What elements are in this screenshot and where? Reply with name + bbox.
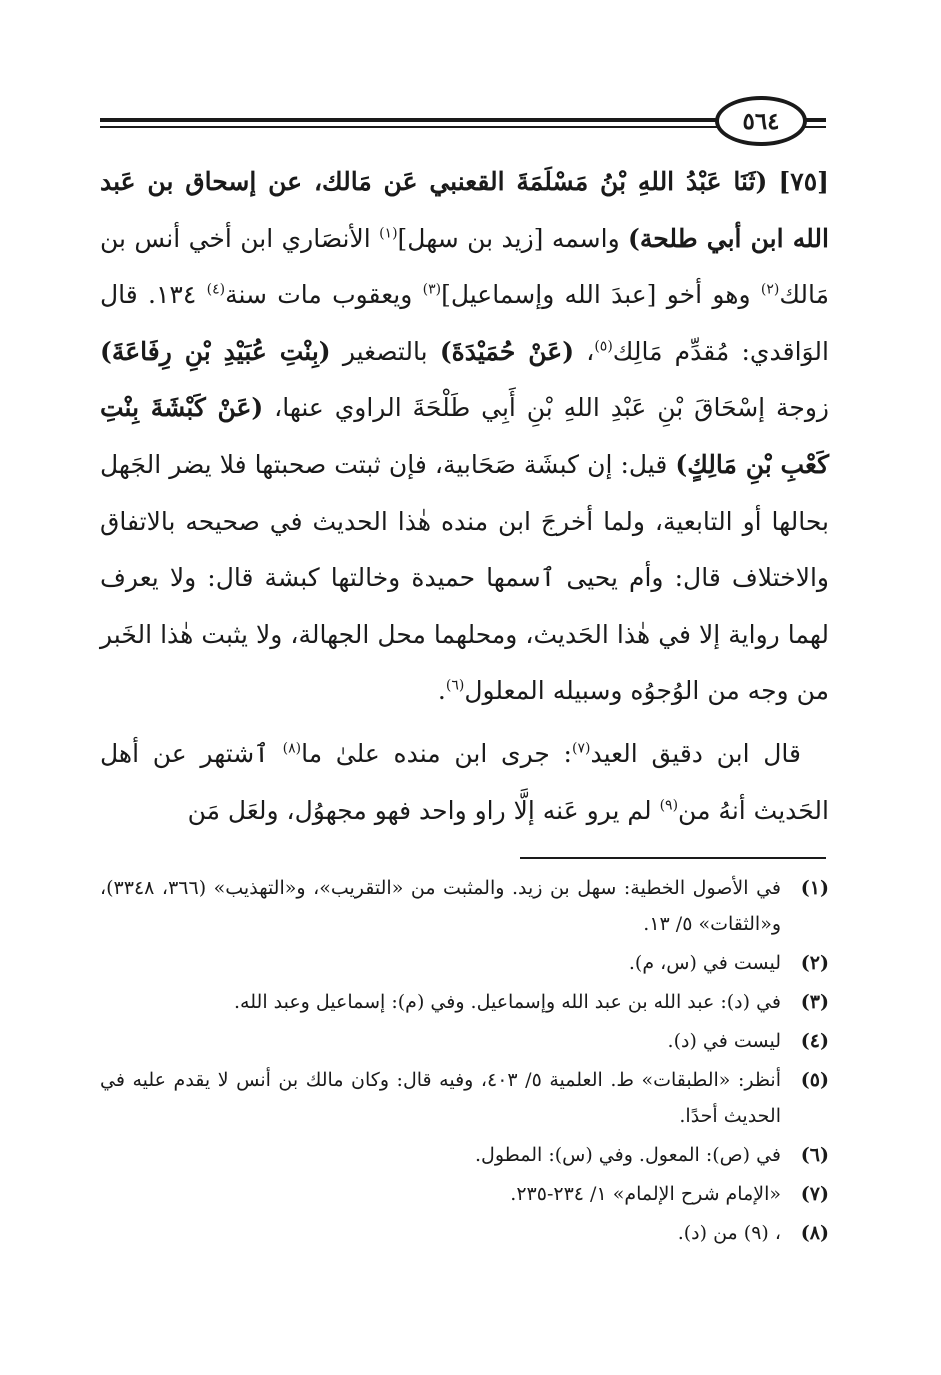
- footnote-ref: (٩): [659, 797, 679, 814]
- hadith-number: [٧٥]: [778, 167, 829, 196]
- footnote-text: ، (٩) من (د).: [677, 1222, 781, 1244]
- footnote-ref: (٣): [422, 281, 442, 298]
- footnote-text: ليست في (د).: [667, 1030, 781, 1052]
- paragraph-ibn-daqiq: [100, 726, 829, 839]
- footnote-ref: (٧): [571, 740, 591, 757]
- body-text-run: واسمه [زيد بن سهل]: [397, 223, 620, 253]
- footnote-ref: (٤): [206, 281, 226, 298]
- isnad-text: (عَنْ حُمَيْدَةَ): [439, 336, 575, 366]
- footnote-number: (٦): [800, 1144, 829, 1166]
- footnote-item: [100, 1176, 829, 1212]
- isnad-text: (عَنْ كَبْشَةَ بِنْتِ كَعْبِ بْنِ مَالِكٍ): [100, 393, 829, 479]
- footnote-item: [100, 984, 829, 1020]
- footnote-item: [100, 1023, 829, 1059]
- footnote-ref: (٨): [282, 740, 302, 757]
- body-text-run: .: [437, 676, 446, 706]
- body-text-run: وهو أخو [عبدَ الله وإسماعيل]: [441, 280, 751, 310]
- footnote-number: (٧): [800, 1183, 829, 1205]
- footnote-ref: (٥): [594, 338, 613, 355]
- body-text-run: لم يرو عَنه إلَّا راو واحد فهو مجهوُل، ولعَل مَن: [187, 795, 652, 825]
- footnote-number: (٨): [800, 1222, 829, 1244]
- body-text-run: ،: [586, 336, 595, 366]
- body-text-run: قال ابن دقيق العيد: [590, 738, 802, 768]
- body-text-run: بالتصغير: [342, 336, 428, 366]
- footnotes: [100, 870, 829, 1254]
- footnote-text: ليست في (س، م).: [628, 952, 781, 974]
- body-text-run: : جرى ابن منده علىٰ ما: [301, 738, 572, 768]
- header-rule-left: [100, 118, 720, 122]
- page-number: ٥٦٤: [715, 96, 807, 146]
- main-text: [100, 154, 829, 839]
- body-text-run: قيل: إن كبشَة صَحَابية، فإن ثبتت صحبتها فلا يضر الجَهل بحالها أو التابعية، ولما أخرجَ ابن منده هٰذا الحديث في صحيحه بالاتفاق والاختلاف قال: وأم يحيى ٱسمها حميدة وخالتها كبشة قال: ولا يعرف لهما رواية إلا في هٰذا الحَديث، ومحلهما محل الجهالة، ولا يثبت هٰذا الخَبر من وجه من الوُجوُه وسبيله المعلول: [100, 449, 829, 706]
- body-text-run: الأنصَاري ابن أخي أنس بن مَالك: [100, 223, 830, 310]
- footnote-number: (٢): [800, 952, 829, 974]
- footnote-item: [100, 1215, 829, 1251]
- footnote-number: (٤): [800, 1030, 829, 1052]
- header-rule-left-thin: [100, 126, 720, 128]
- footnote-text: في الأصول الخطية: سهل بن زيد. والمثبت من «التقريب»، و«التهذيب» (٣٦٦، ٣٣٤٨)، و«الثقات» ٥/ ١٣.: [100, 877, 782, 935]
- footnote-text: أنظر: «الطبقات» ط. العلمية ٥/ ٤٠٣، وفيه قال: وكان مالك بن أنس لا يقدم عليه في الحديث أحدًا.: [100, 1069, 781, 1127]
- footnote-ref: (٢): [760, 281, 780, 298]
- isnad-text: (ثَنَا عَبْدُ اللهِ بْنُ مَسْلَمَةَ القعنبي عَن مَالك، عن إسحاق بن عَبد الله ابن أبي طلحة): [100, 167, 829, 253]
- footnote-item: [100, 870, 829, 942]
- footnote-separator: [520, 857, 826, 859]
- footnote-text: في (ص): المعول. وفي (س): المطول.: [474, 1144, 781, 1166]
- footnote-number: (٣): [800, 991, 829, 1013]
- body-text-run: ٱشتهر عن أهل الحَديث أنهُ من: [100, 738, 829, 825]
- footnote-ref: (٦): [445, 678, 465, 695]
- footnote-number: (١): [800, 877, 829, 899]
- footnote-item: [100, 945, 829, 981]
- footnote-item: [100, 1062, 829, 1134]
- body-text-run: ١٣٤. قال الوَاقدي: مُقدِّم مَالِك: [100, 280, 829, 366]
- footnote-text: «الإمام شرح الإلمام» ١/ ٢٣٤-٢٣٥.: [510, 1183, 781, 1205]
- body-text-run: ويعقوب مات سنة: [225, 280, 413, 310]
- footnote-text: في (د): عبد الله بن عبد الله وإسماعيل. وفي (م): إسماعيل وعبد الله.: [234, 991, 781, 1013]
- footnote-ref: (١): [379, 225, 398, 242]
- footnote-number: (٥): [800, 1069, 829, 1091]
- isnad-text: (بِنْتِ عُبَيْدِ بْنِ رِفَاعَةَ): [100, 336, 331, 366]
- body-text-run: زوجة إسْحَاقَ بْنِ عَبْدِ اللهِ بْنِ أَبِي طَلْحَةَ الراوي عنها،: [274, 393, 830, 423]
- paragraph-hadith-75: [100, 154, 829, 720]
- footnote-item: [100, 1137, 829, 1173]
